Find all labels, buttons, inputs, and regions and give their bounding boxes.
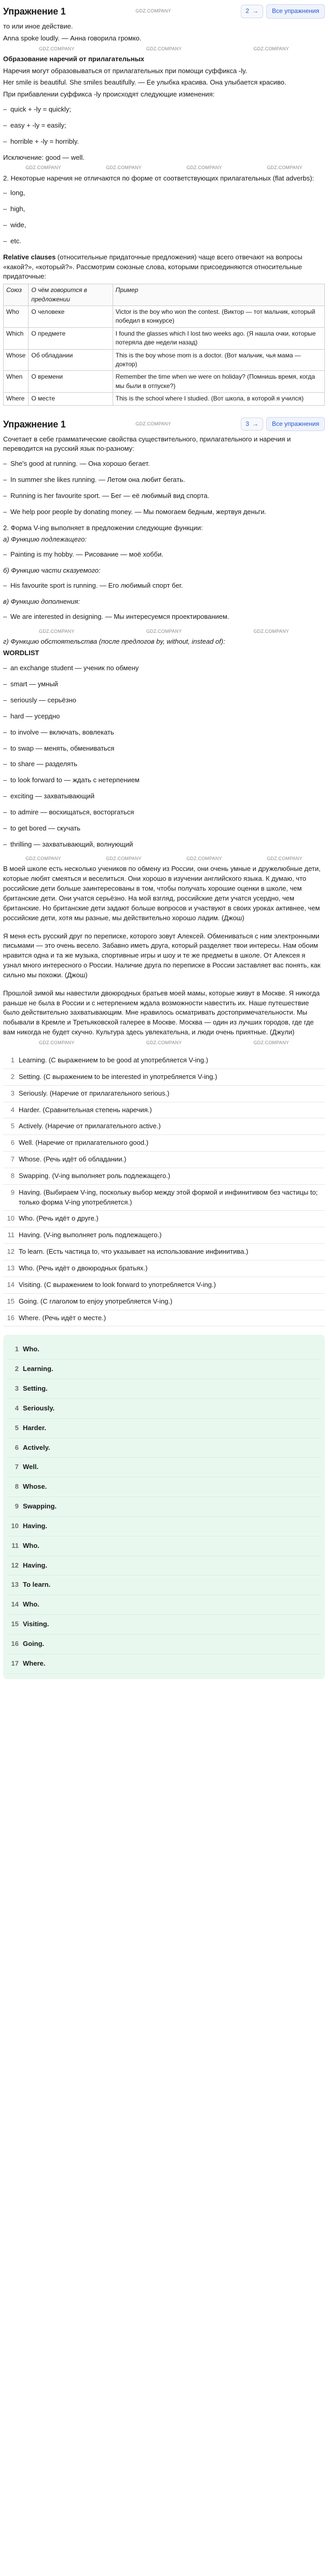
table-header-cell: Пример xyxy=(113,284,324,306)
answer-text: Swapping. (V-ing выполняет роль подлежащего.) xyxy=(19,1171,171,1180)
table-cell: This is the school where I studied. (Вот школа, в которой я учился) xyxy=(113,393,324,405)
pager[interactable] xyxy=(241,5,263,18)
answer-number: 10 xyxy=(7,1214,15,1223)
answer-number: 11 xyxy=(7,1231,15,1239)
answer-text: Going. xyxy=(23,1640,45,1647)
answer-text: Harder. (Сравнительная степень наречия.) xyxy=(19,1105,152,1114)
ly-list xyxy=(3,102,325,150)
table-cell: Who xyxy=(4,306,29,328)
rule-text: При прибавлении суффикса -ly происходят следующие изменения: xyxy=(3,90,215,99)
answer-item xyxy=(7,1497,321,1517)
watermark: GDZ.COMPANY xyxy=(25,856,61,862)
answer-item xyxy=(3,1227,325,1244)
function-example xyxy=(3,547,325,563)
answer-number: 16 xyxy=(7,1313,15,1322)
watermark: GDZ.COMPANY xyxy=(253,628,289,634)
answer-text: Having. (V-ing выполняет роль подлежащего.) xyxy=(19,1231,162,1239)
list-item: – wide, xyxy=(3,217,325,233)
watermark: GDZ.COMPANY xyxy=(186,165,222,171)
watermark: GDZ.COMPANY xyxy=(39,628,75,634)
answer-text: Visiting. (С выражением to look forward to употребляется V-ing.) xyxy=(19,1280,216,1289)
answer-text: Well. (Наречие от прилагательного good.) xyxy=(19,1139,148,1147)
table-row xyxy=(4,371,325,393)
watermark: GDZ.COMPANY xyxy=(267,165,303,171)
list-item: – In summer she likes running. — Летом она любит бегать. xyxy=(3,472,325,488)
exercise-title: Упражнение 1 xyxy=(3,419,66,430)
answer-text: Having. (Выбираем V-ing, поскольку выбор между этой формой и инфинитивом без частицы to; только форма V-ing употребляется.) xyxy=(19,1188,318,1206)
relative-intro xyxy=(3,253,325,282)
table-cell: When xyxy=(4,371,29,393)
all-exercises-button[interactable]: Все упражнения xyxy=(266,417,325,431)
table-header-cell: Союз xyxy=(4,284,29,306)
answer-item xyxy=(3,1069,325,1086)
all-exercises-button[interactable]: Все упражнения xyxy=(266,4,325,18)
answer-text: Who. xyxy=(23,1345,39,1353)
answer-text: Who. (Речь идёт о друге.) xyxy=(19,1214,99,1223)
function-example xyxy=(3,578,325,594)
function-example xyxy=(3,609,325,625)
answer-text: Well. xyxy=(23,1463,39,1471)
page xyxy=(0,3,328,1679)
answer-number: 14 xyxy=(11,1600,19,1609)
answer-text: Whose. xyxy=(23,1483,47,1491)
wordlist xyxy=(3,660,325,852)
answer-item xyxy=(7,1438,321,1458)
watermark: GDZ.COMPANY xyxy=(106,856,142,862)
list-item: – Painting is my hobby. — Рисование — моё хобби. xyxy=(3,547,325,563)
answer-item xyxy=(7,1536,321,1556)
function-label: в) Функцию дополнения: xyxy=(3,597,80,605)
answer-number: 3 xyxy=(10,1089,15,1097)
answer-number: 7 xyxy=(10,1155,15,1164)
answer-number: 15 xyxy=(7,1297,15,1305)
answer-item xyxy=(7,1575,321,1595)
exercise-header-2 xyxy=(3,416,325,433)
relative-text: (относительные придаточные предложения) чаще всего отвечают на вопросы «какой?», «который?». Рассмотрим союзные слова, которыми присоединяются относительные придаточные: xyxy=(3,253,303,281)
answer-number: 12 xyxy=(7,1248,15,1256)
answer-text: Seriously. xyxy=(23,1404,55,1412)
reading-paragraph: Я меня есть русский друг по переписке, которого зовут Алексей. Обмениваться с ним электронными письмами — это очень весело. Забавно иметь друга, который разделяет твои интересы. Нам обоим нравится одна и та же музыка, спортивные игры и шоу и те же предметы в школе. От Алексея я узнал много интересного о России. Наличие друга по переписке в России заставляет вас понять, как сильно мы похожи. (Джош) xyxy=(3,932,321,979)
word-item: – to admire — восхищаться, восторгаться xyxy=(3,805,325,821)
arrow-right-icon: → xyxy=(252,420,258,427)
list-item: – His favourite sport is running. — Его любимый спорт бег. xyxy=(3,578,325,594)
table-cell: I found the glasses which I lost two weeks ago. (Я нашла очки, которые потеряла две недели назад) xyxy=(113,327,324,349)
answer-item xyxy=(3,1135,325,1152)
answer-number: 7 xyxy=(15,1463,19,1471)
answer-text: Harder. xyxy=(23,1423,46,1432)
answer-text: Learning. (С выражением to be good at употребляется V-ing.) xyxy=(19,1056,209,1064)
answer-text: To learn. (Есть частица to, что указывает на использование инфинитива.) xyxy=(19,1248,249,1256)
table-cell: О предмете xyxy=(29,327,113,349)
reading-paragraph: В моей школе есть несколько учеников по обмену из России, они очень умные и дружелюбные дети, которые любят смеяться и веселиться. Они хорошо в изучении английского языка. К думаю, что российские дети больше заинтересованы в том, чтобы получать хорошие оценки в школе, чем британские дети. Они учатся серьёзно. На мой взгляд, российские дети учатся усердно, чем британские. Но британские дети задают больше вопросов и участвуют в своих уроках активнее, чем российские дети, хотя мы разные, мы действительно хорошо ладим. (Джош) xyxy=(3,865,321,922)
word-item: – to share — разделять xyxy=(3,756,325,772)
section-heading: Образование наречий от прилагательных xyxy=(3,54,144,63)
grammar-section-1 xyxy=(3,22,325,413)
answer-item xyxy=(3,1294,325,1310)
answer-number: 1 xyxy=(15,1345,19,1353)
answer-number: 12 xyxy=(11,1561,19,1569)
table-cell: О времени xyxy=(29,371,113,393)
list-item: – We are interested in designing. — Мы интересуемся проектированием. xyxy=(3,609,325,625)
answer-text: Where. (Речь идёт о месте.) xyxy=(19,1313,106,1322)
watermark: GDZ.COMPANY xyxy=(39,46,75,51)
watermark: GDZ.COMPANY xyxy=(146,628,182,634)
answer-item xyxy=(3,1102,325,1119)
word-item: – an exchange student — ученик по обмену xyxy=(3,660,325,676)
answer-number: 16 xyxy=(11,1640,19,1647)
answer-number: 2 xyxy=(15,1365,19,1373)
answer-number: 4 xyxy=(10,1105,15,1114)
watermark: GDZ.COMPANY xyxy=(25,165,61,171)
answer-item xyxy=(7,1654,321,1674)
watermark-row xyxy=(3,164,325,171)
answer-item xyxy=(3,1052,325,1069)
list-item: – high, xyxy=(3,201,325,217)
answer-number: 1 xyxy=(10,1056,15,1064)
example-text: Her smile is beautiful. She smiles beautifully. — Ее улыбка красива. Она улыбается красиво. xyxy=(3,78,286,87)
answer-item xyxy=(7,1477,321,1497)
answer-number: 15 xyxy=(11,1620,19,1628)
answer-item xyxy=(7,1379,321,1399)
watermark: GDZ.COMPANY xyxy=(186,856,222,862)
grammar-section-2 xyxy=(3,435,325,1050)
rule-text: 2. Некоторые наречия не отличаются по форме от соответствующих прилагательных (flat adverbs): xyxy=(3,174,315,182)
answer-item xyxy=(3,1152,325,1168)
answer-number: 3 xyxy=(15,1384,19,1393)
answer-text: Visiting. xyxy=(23,1620,49,1628)
answer-item xyxy=(3,1310,325,1327)
intro-text: Сочетает в себе грамматические свойства существительного, прилагательного и наречия и переводится на русский язык по-разному: xyxy=(3,435,291,453)
answer-number: 8 xyxy=(15,1483,19,1491)
table-row xyxy=(4,393,325,405)
answer-text: Whose. (Речь идёт об обладании.) xyxy=(19,1155,127,1164)
list-item: – Running is her favourite sport. — Бег — её любимый вид спорта. xyxy=(3,488,325,504)
answer-text: Having. xyxy=(23,1561,47,1569)
answer-text: Seriously. (Наречие от прилагательного serious.) xyxy=(19,1089,170,1097)
table-cell: Whose xyxy=(4,349,29,371)
answer-item xyxy=(3,1118,325,1135)
watermark: GDZ.COMPANY xyxy=(253,46,289,51)
table-header-cell: О чём говорится в предложении xyxy=(29,284,113,306)
watermark: GDZ.COMPANY xyxy=(146,46,182,51)
answer-number: 2 xyxy=(10,1072,15,1081)
answers-list xyxy=(3,1052,325,1326)
table-cell: Which xyxy=(4,327,29,349)
word-item: – to look forward to — ждать с нетерпением xyxy=(3,772,325,788)
relative-clauses-table xyxy=(3,284,325,405)
exercise-title: Упражнение 1 xyxy=(3,6,66,17)
exception-text: Исключение: good — well. xyxy=(3,153,85,161)
ing-examples-list xyxy=(3,456,325,520)
function-label: а) Функцию подлежащего: xyxy=(3,535,87,544)
watermark: GDZ.COMPANY xyxy=(39,1040,75,1045)
list-item: – easy + -ly = easily; xyxy=(3,118,325,134)
answers-explained xyxy=(3,1052,325,1332)
answer-item xyxy=(3,1244,325,1261)
table-row xyxy=(4,306,325,328)
word-item: – seriously — серьёзно xyxy=(3,693,325,709)
watermark: GDZ.COMPANY xyxy=(106,165,142,171)
answer-item xyxy=(7,1458,321,1477)
answer-number: 6 xyxy=(10,1139,15,1147)
table-cell: О человеке xyxy=(29,306,113,328)
table-cell: Об обладании xyxy=(29,349,113,371)
answer-number: 6 xyxy=(15,1443,19,1451)
answer-text: Actively. (Наречие от прилагательного active.) xyxy=(19,1122,161,1130)
table-row xyxy=(4,349,325,371)
answer-text: Who. (Речь идёт о двоюродных братьях.) xyxy=(19,1264,148,1272)
list-item: – long, xyxy=(3,185,325,201)
table-cell: Remember the time when we were on holiday? (Помнишь время, когда мы были в отпуске?) xyxy=(113,371,324,393)
list-item: – horrible + -ly = horribly. xyxy=(3,134,325,150)
reading-paragraph: Прошлой зимой мы навестили двоюродных братьев моей мамы, которые живут в Москве. Я никогда раньше не была в России и с нетерпением ждала возможности навестить их. Наше путешествие было действительно захватывающим. Мне нравилось осматривать достопримечательности. Мы побывали в Кремле и Третьяковской галерее в Москве. Москва — один из лучших городов, где где вам никогда не будет скучно. Культура здесь увлекательна, и люди очень приятные. (Джули) xyxy=(3,989,320,1036)
watermark: GDZ.COMPANY xyxy=(135,8,171,14)
pager[interactable] xyxy=(241,418,263,431)
word-item: – to get bored — скучать xyxy=(3,821,325,837)
answer-item xyxy=(7,1556,321,1576)
answer-number: 13 xyxy=(11,1581,19,1589)
exercise-nav xyxy=(241,4,325,18)
answer-item xyxy=(7,1517,321,1536)
answer-number: 14 xyxy=(7,1280,15,1289)
watermark: GDZ.COMPANY xyxy=(253,1040,289,1045)
list-item: – She's good at running. — Она хорошо бегает. xyxy=(3,456,325,472)
watermark-row xyxy=(3,1040,325,1046)
word-item: – hard — усердно xyxy=(3,709,325,725)
table-row xyxy=(4,327,325,349)
answer-text: Who. xyxy=(23,1541,39,1549)
answer-item xyxy=(7,1595,321,1615)
answer-item xyxy=(3,1277,325,1294)
word-item: – smart — умный xyxy=(3,676,325,693)
wordlist-title: WORDLIST xyxy=(3,649,39,657)
answer-item xyxy=(3,1168,325,1185)
answer-number: 4 xyxy=(15,1404,19,1412)
answer-item xyxy=(7,1360,321,1379)
final-answers-list xyxy=(7,1340,321,1673)
answer-number: 9 xyxy=(10,1188,15,1196)
answer-item xyxy=(7,1635,321,1654)
flat-adverbs-list xyxy=(3,185,325,249)
word-item: – thrilling — захватывающий, волнующий xyxy=(3,837,325,853)
answer-number: 5 xyxy=(10,1122,15,1130)
table-cell: О месте xyxy=(29,393,113,405)
answer-item xyxy=(3,1261,325,1277)
relative-term: Relative clauses xyxy=(3,253,56,261)
answer-text: Where. xyxy=(23,1659,46,1667)
answer-text: Setting. xyxy=(23,1384,48,1393)
watermark: GDZ.COMPANY xyxy=(135,421,171,427)
answer-text: Going. (С глаголом to enjoy употребляется V-ing.) xyxy=(19,1297,173,1305)
answer-item xyxy=(7,1340,321,1360)
watermark-row xyxy=(3,628,325,635)
table-header-row xyxy=(4,284,325,306)
answer-number: 10 xyxy=(11,1521,19,1530)
answer-text: Having. xyxy=(23,1521,47,1530)
list-item: – etc. xyxy=(3,233,325,250)
list-item: – quick + -ly = quickly; xyxy=(3,102,325,118)
function-label: г) Функцию обстоятельства (после предлогов by, without, instead of): xyxy=(3,637,225,645)
watermark-row xyxy=(3,46,325,52)
rule-text: Наречия могут образовываться от прилагательных при помощи суффикса -ly. xyxy=(3,66,248,75)
answer-text: Setting. (С выражением to be interested in употребляется V-ing.) xyxy=(19,1072,217,1081)
rule-text: 2. Форма V-ing выполняет в предложении следующие функции: xyxy=(3,523,203,532)
word-item: – exciting — захватывающий xyxy=(3,788,325,805)
answer-item xyxy=(3,1185,325,1211)
exercise-nav xyxy=(241,417,325,431)
answer-number: 8 xyxy=(10,1171,15,1180)
intro-text: то или иное действие. xyxy=(3,22,73,30)
watermark-row xyxy=(3,855,325,862)
answer-item xyxy=(7,1399,321,1419)
table-cell: Where xyxy=(4,393,29,405)
answer-text: Swapping. xyxy=(23,1502,57,1511)
answer-text: Who. xyxy=(23,1600,39,1609)
answer-item xyxy=(7,1419,321,1438)
final-answers-block xyxy=(3,1335,325,1679)
word-item: – to swap — менять, обмениваться xyxy=(3,741,325,757)
table-cell: Victor is the boy who won the contest. (Виктор — тот мальчик, который победил в конкурсе) xyxy=(113,306,324,328)
list-item: – We help poor people by donating money. — Мы помогаем бедным, жертвуя деньги. xyxy=(3,504,325,520)
pager-number: 3 xyxy=(245,420,249,427)
answer-number: 5 xyxy=(15,1423,19,1432)
answer-number: 11 xyxy=(11,1541,19,1549)
arrow-right-icon: → xyxy=(252,7,258,15)
answer-number: 13 xyxy=(7,1264,15,1272)
answer-number: 17 xyxy=(11,1659,19,1667)
pager-number: 2 xyxy=(245,7,249,15)
answer-item xyxy=(3,1211,325,1227)
watermark: GDZ.COMPANY xyxy=(267,856,303,862)
answer-text: Learning. xyxy=(23,1365,53,1373)
table-cell: This is the boy whose mom is a doctor. (Вот мальчик, чья мама — доктор) xyxy=(113,349,324,371)
function-label: б) Функцию части сказуемого: xyxy=(3,566,101,575)
answer-item xyxy=(7,1615,321,1635)
answer-text: Actively. xyxy=(23,1443,50,1451)
exercise-header-1 xyxy=(3,3,325,20)
example-text: Anna spoke loudly. — Анна говорила громко. xyxy=(3,34,142,42)
answer-item xyxy=(3,1086,325,1102)
answer-number: 9 xyxy=(15,1502,19,1511)
word-item: – to involve — включать, вовлекать xyxy=(3,725,325,741)
answer-text: To learn. xyxy=(23,1581,51,1589)
watermark: GDZ.COMPANY xyxy=(146,1040,182,1045)
